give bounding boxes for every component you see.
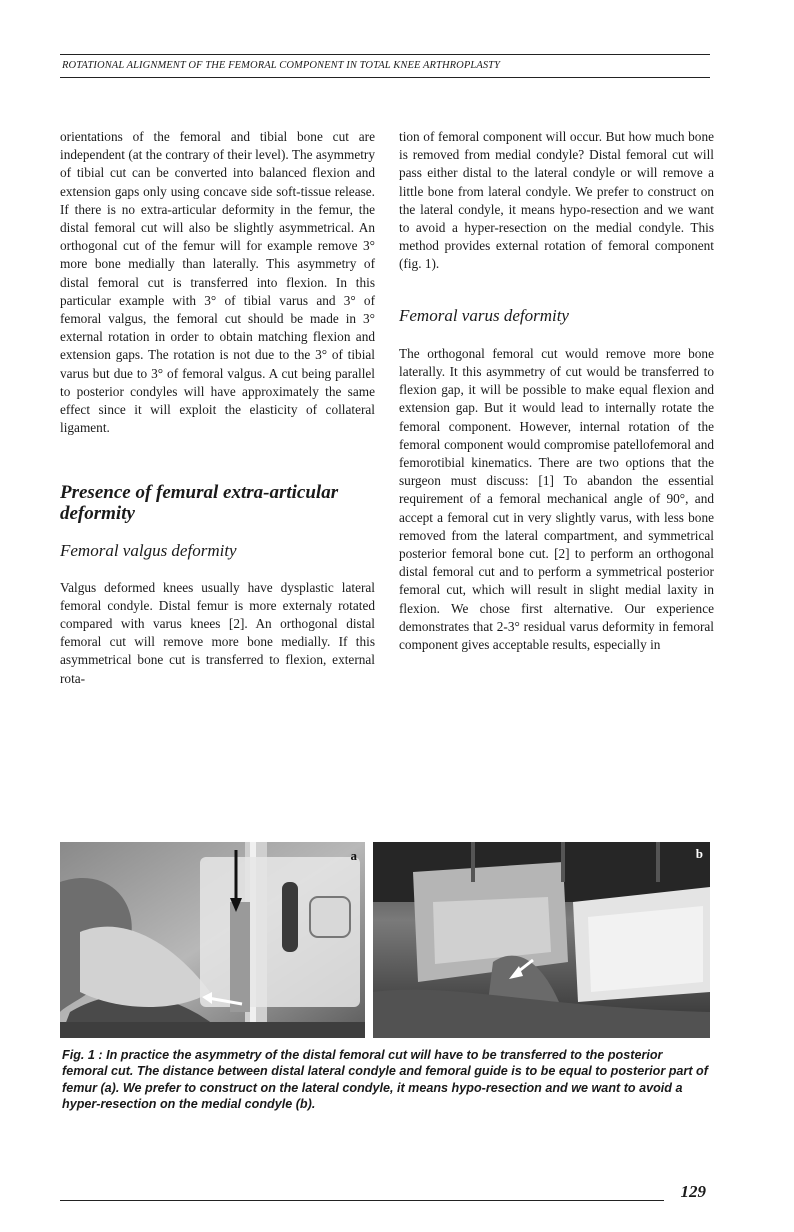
body-paragraph: The orthogonal femoral cut would remove more bone laterally. It this asymmetry of cut would be transferred to flexion gap, it will be possible to make equal flexion and extension gap. But it would lead to internally rotate the femoral component. However, internal rotation of the femoral component would compromise patellofemoral and femorotibial kinematics. There are two options that the surgeon must discuss: [1] To abandon the essential requirement of a femoral mechanical angle of 90°, and accept a femoral cut in very slightly varus, with less bone removed from the lateral compartment, and symmetrical posterior femoral bone cut. [2] to perform an orthogonal distal femoral cut and to perform a symmetrical posterior femoral cut, which will result in slight medial laxity in flexion. We chose first alternative. Our experience demonstrates that 2-3° residual varus deformity in femoral component gives acceptable results, especially in — [399, 345, 714, 653]
panel-label-a: a — [350, 848, 357, 863]
header-rule-top — [60, 54, 710, 55]
figure-1 — [60, 842, 710, 1038]
photo-a-image — [60, 842, 365, 1038]
header-rule-bottom — [60, 77, 710, 78]
photo-b-image — [373, 842, 710, 1038]
running-head: ROTATIONAL ALIGNMENT OF THE FEMORAL COMPONENT IN TOTAL KNEE ARTHROPLASTY — [62, 60, 501, 71]
right-column — [399, 128, 714, 654]
body-paragraph: Valgus deformed knees usually have dysplastic lateral femoral condyle. Distal femur is more externaly rotated compared with varus knees [2]. An orthogonal distal femoral cut will remove more bone medially. If this asymmetrical bone cut is transferred to flexion, external rota- — [60, 579, 375, 686]
footer-rule — [60, 1200, 664, 1201]
section-heading: Presence of femural extra-articular deformity — [60, 482, 339, 525]
subsection-heading: Femoral valgus deformity — [60, 541, 237, 561]
body-paragraph: tion of femoral component will occur. But how much bone is removed from medial condyle? Distal femoral cut will pass either distal to the lateral condyle or will remove a little bone from lateral condyle. We prefer to construct on the lateral condyle, it means hypo-resection and we want to avoid a hyper-resection on the medial condyle. This method provides external rotation of femoral component (fig. 1). — [399, 129, 714, 272]
left-column — [60, 128, 375, 688]
subsection-heading: Femoral varus deformity — [399, 305, 569, 325]
body-paragraph: orientations of the femoral and tibial bone cut are independent (at the contrary of their level). The asymmetry of tibial cut can be converted into balanced flexion and extension gaps only using concave side soft-tissue release. If there is no extra-articular deformity in the femur, the distal femoral cut will also be slightly asymmetrical. An orthogonal cut of the femur will for example remove 3° more bone medially than laterally. This asymmetry of distal femoral cut is transferred into flexion. In this particular example with 3° of tibial varus and 3° of femoral valgus, the femoral cut should be made in 3° external rotation in order to obtain matching flexion and extension gaps. The rotation is not due to the 3° of tibial varus but due to 3° of femoral valgus. A cut being parallel to posterior condyles will have approximately the same effect since it will exploit the elasticity of collateral ligament. — [60, 129, 375, 436]
figure-caption: Fig. 1 : In practice the asymmetry of the distal femoral cut will have to be transferred to the posterior femoral cut. The distance between distal lateral condyle and femoral guide is to be equal to posterior part of femur (a). We prefer to construct on the lateral condyle, it means hypo-resection and we want to avoid a hyper-resection on the medial condyle (b). — [62, 1048, 708, 1111]
surgical-photo-b — [373, 842, 710, 1038]
panel-label-b: b — [695, 846, 703, 861]
surgical-photo-a — [60, 842, 365, 1038]
page-number: 129 — [680, 1182, 706, 1201]
